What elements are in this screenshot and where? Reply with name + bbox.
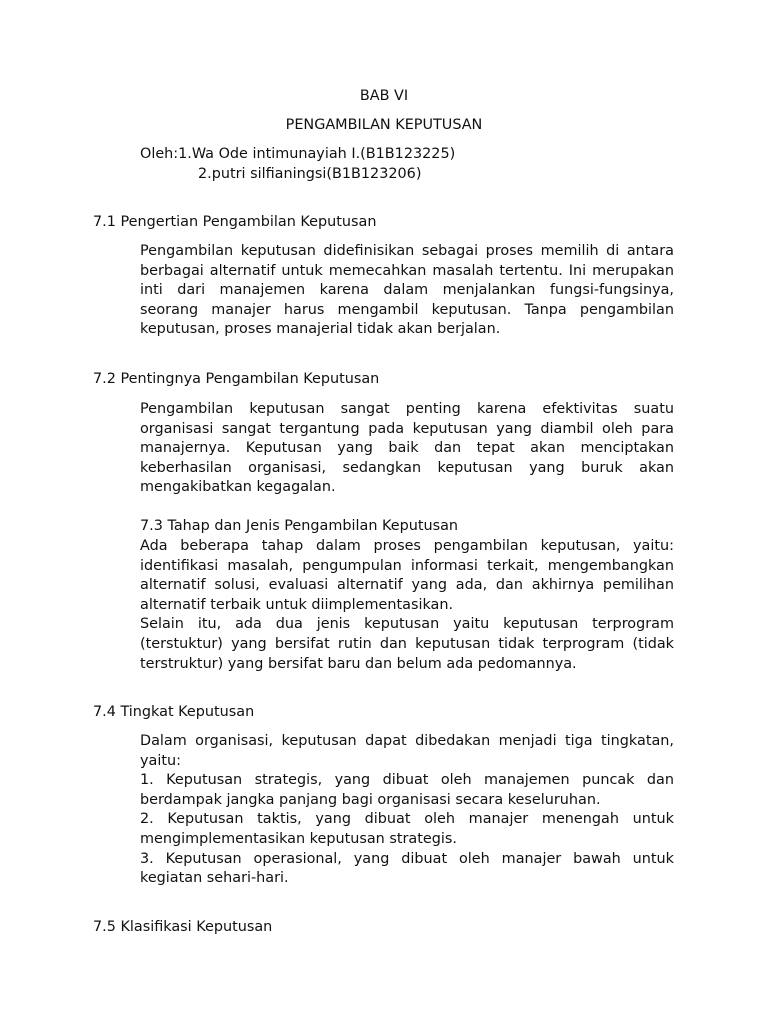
- author-line-2: 2.putri silfianingsi(B1B123206): [198, 166, 422, 182]
- section-heading-7-4: 7.4 Tingkat Keputusan: [93, 704, 255, 720]
- paragraph: Dalam organisasi, keputusan dapat dibedakan menjadi tiga tingkatan, yaitu:: [140, 733, 674, 769]
- section-body-7-4: [140, 732, 674, 889]
- paragraph: Ada beberapa tahap dalam proses pengambilan keputusan, yaitu: identifikasi masalah, pengumpulan informasi terkait, mengembangkan alternatif solusi, evaluasi alternatif yang ada, dan akhirnya pemilihan alternatif terbaik untuk diimplementasikan.: [140, 538, 674, 613]
- list-item: 1. Keputusan strategis, yang dibuat oleh manajemen puncak dan berdampak jangka panjang bagi organisasi secara keseluruhan.: [140, 772, 674, 808]
- author-line-1: Oleh:1.Wa Ode intimunayiah I.(B1B123225): [140, 146, 456, 162]
- paragraph: Pengambilan keputusan didefinisikan sebagai proses memilih di antara berbagai alternatif untuk memecahkan masalah tertentu. Ini merupakan inti dari manajemen karena dalam menjalankan fungsi-fungsinya, seorang manajer harus mengambil keputusan. Tanpa pengambilan keputusan, proses manajerial tidak akan berjalan.: [140, 243, 674, 338]
- paragraph: Pengambilan keputusan sangat penting karena efektivitas suatu organisasi sangat tergantung pada keputusan yang diambil oleh para manajernya. Keputusan yang baik dan tepat akan menciptakan keberhasilan organisasi, sedangkan keputusan yang buruk akan mengakibatkan kegagalan.: [140, 401, 674, 496]
- section-heading-7-5: 7.5 Klasifikasi Keputusan: [93, 919, 273, 935]
- list-item: 2. Keputusan taktis, yang dibuat oleh manajer menengah untuk mengimplementasikan keputusan strategis.: [140, 811, 674, 847]
- chapter-label: BAB VI: [359, 88, 409, 104]
- section-heading-7-3: 7.3 Tahap dan Jenis Pengambilan Keputusan: [140, 518, 459, 534]
- section-body-7-3: [140, 537, 674, 674]
- section-body-7-2: [140, 400, 674, 498]
- list-item: 3. Keputusan operasional, yang dibuat oleh manajer bawah untuk kegiatan sehari-hari.: [140, 850, 674, 887]
- document-title: PENGAMBILAN KEPUTUSAN: [285, 117, 483, 133]
- section-heading-7-2: 7.2 Pentingnya Pengambilan Keputusan: [93, 371, 380, 387]
- paragraph: Selain itu, ada dua jenis keputusan yaitu keputusan terprogram (terstuktur) yang bersifat rutin dan keputusan tidak terprogram (tidak terstruktur) yang bersifat baru dan belum ada pedomannya.: [140, 616, 674, 672]
- section-heading-7-1: 7.1 Pengertian Pengambilan Keputusan: [93, 214, 377, 230]
- section-body-7-1: [140, 242, 674, 340]
